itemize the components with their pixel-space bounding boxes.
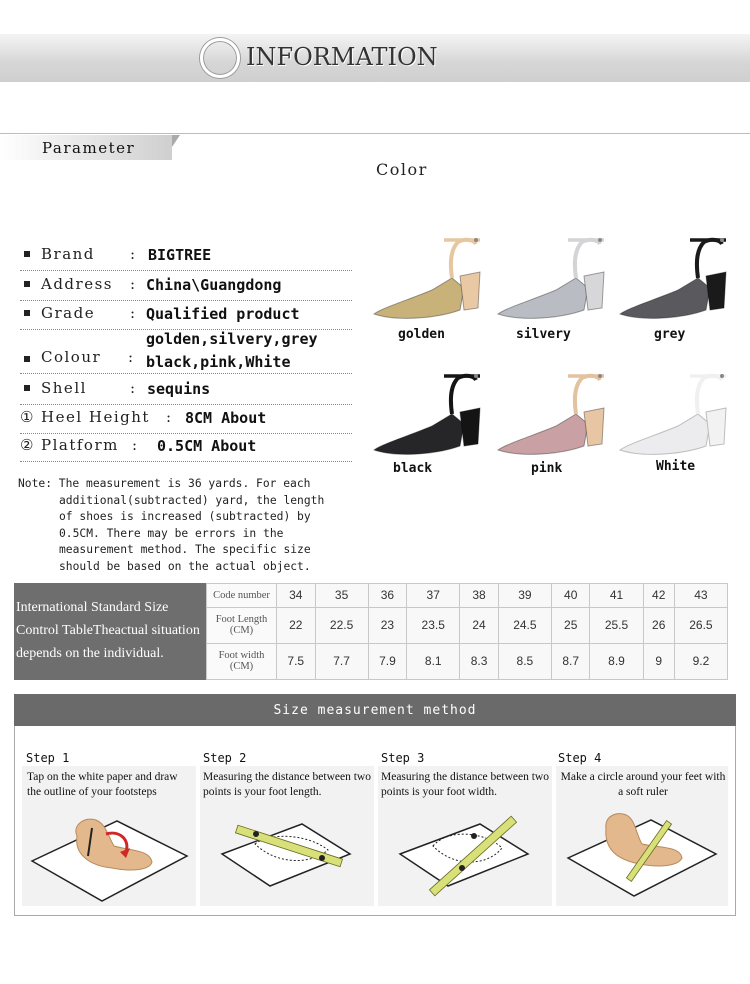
shoe-heel — [460, 408, 480, 446]
shoe-image-golden — [368, 228, 486, 328]
bullet-icon — [24, 281, 30, 287]
table-cell: 37 — [407, 584, 460, 608]
measurement-title: Size measurement method — [273, 703, 477, 718]
bullet-icon — [24, 385, 30, 391]
shoe-icon — [368, 228, 486, 328]
param-value: Qualified product — [146, 305, 300, 323]
param-key: Colour — [41, 348, 102, 366]
paper-sheet — [400, 824, 528, 886]
step-2-label: Step 2 — [203, 751, 247, 765]
param-colon: : — [128, 348, 134, 366]
shoe-heel — [706, 272, 726, 310]
param-key: Grade — [41, 304, 96, 322]
buckle-icon — [720, 374, 724, 378]
table-cell: 7.5 — [277, 643, 316, 679]
table-cell: 25 — [551, 607, 590, 643]
shoe-icon — [614, 364, 732, 464]
size-table-description: International Standard Size Control TableTheactual situation depends on the individual. — [16, 600, 200, 661]
step-1-description: Tap on the white paper and draw the outline of your footsteps — [27, 771, 178, 798]
table-cell: 8.1 — [407, 643, 460, 679]
note-line: 0.5CM. There may be errors in the — [59, 526, 284, 540]
step-4-label: Step 4 — [558, 751, 602, 765]
param-key: Shell — [41, 379, 87, 397]
shoe-strap — [697, 240, 722, 278]
table-cell: 24 — [460, 607, 499, 643]
shoe-heel — [584, 272, 604, 310]
param-key: Heel Height — [41, 408, 150, 426]
table-cell: 42 — [643, 584, 674, 608]
shoe-heel — [460, 272, 480, 310]
param-value: sequins — [147, 380, 211, 398]
table-cell: 34 — [277, 584, 316, 608]
param-colon: : — [166, 408, 172, 426]
buckle-icon — [474, 238, 478, 242]
table-cell: 8.9 — [590, 643, 643, 679]
param-colon: : — [132, 436, 138, 454]
measurement-note — [18, 476, 348, 576]
color-label-pink: pink — [531, 461, 563, 476]
bullet-icon — [24, 356, 30, 362]
shoe-image-pink — [492, 364, 610, 464]
note-line: Note: The measurement is 36 yards. For each — [18, 477, 311, 490]
step-3-description: Measuring the distance between two points is your foot width. — [381, 771, 549, 798]
bullet-icon — [24, 251, 30, 257]
color-label-golden: golden — [398, 327, 445, 342]
shoe-image-white — [614, 364, 732, 464]
table-cell: 23.5 — [407, 607, 460, 643]
shoe-strap — [697, 376, 722, 414]
param-value-colour-line1: golden,silvery,grey — [146, 330, 318, 348]
param-row-shell — [20, 377, 352, 405]
param-value: black,pink,White — [146, 353, 291, 371]
color-label-black: black — [393, 461, 433, 476]
param-colon: : — [130, 275, 136, 293]
shoe-icon — [492, 364, 610, 464]
note-line: should be based on the actual object. — [59, 559, 311, 573]
divider — [0, 133, 750, 134]
shoe-icon — [492, 228, 610, 328]
shoe-upper — [498, 278, 588, 318]
table-cell: 22 — [277, 607, 316, 643]
parameter-tab-label: Parameter — [42, 139, 136, 157]
param-key: Platform — [41, 436, 119, 454]
page-title: INFORMATION — [246, 43, 438, 71]
param-value: BIGTREE — [148, 246, 212, 264]
step-2-description: Measuring the distance between two points is your foot length. — [203, 771, 371, 798]
color-section-title: Color — [376, 160, 428, 179]
shoe-upper — [374, 278, 464, 318]
shoe-image-silvery — [492, 228, 610, 328]
shoe-strap — [451, 376, 476, 414]
step-3-label: Step 3 — [381, 751, 425, 765]
circled-number-1: ① — [20, 408, 34, 426]
table-cell: 40 — [551, 584, 590, 608]
table-row — [207, 584, 728, 608]
point-marker — [471, 833, 477, 839]
step-3-illustration — [378, 806, 552, 906]
row-header: Code number — [207, 584, 277, 608]
shoe-icon — [614, 228, 732, 328]
table-cell: 38 — [460, 584, 499, 608]
size-table — [206, 583, 728, 680]
point-marker — [319, 855, 325, 861]
param-key: Brand — [41, 245, 95, 263]
table-cell: 8.5 — [498, 643, 551, 679]
param-colon: : — [130, 379, 136, 397]
shoe-upper — [498, 414, 588, 454]
shoe-icon — [368, 364, 486, 464]
step-1-label: Step 1 — [26, 751, 70, 765]
step-4-description: Make a circle around your feet with a soft ruler — [560, 771, 726, 798]
point-marker — [459, 865, 465, 871]
shoe-upper — [374, 414, 464, 454]
table-cell: 9 — [643, 643, 674, 679]
table-cell: 22.5 — [315, 607, 368, 643]
param-value: 8CM About — [185, 409, 267, 427]
step-2-illustration — [200, 806, 374, 906]
table-cell: 41 — [590, 584, 643, 608]
param-row-platform — [20, 434, 352, 462]
table-cell: 9.2 — [674, 643, 727, 679]
table-cell: 23 — [368, 607, 407, 643]
shoe-heel — [706, 408, 726, 446]
param-colon: : — [130, 245, 136, 263]
note-line: of shoes is increased (subtracted) by — [59, 510, 311, 524]
shoe-image-black — [368, 364, 486, 464]
param-value: China\Guangdong — [146, 276, 282, 294]
tab-notch-icon — [172, 135, 180, 147]
param-value: 0.5CM About — [157, 437, 257, 455]
param-colon: : — [130, 304, 136, 322]
color-label-silvery: silvery — [516, 327, 571, 342]
note-line: additional(subtracted) yard, the length — [59, 493, 325, 507]
table-row — [207, 643, 728, 679]
buckle-icon — [720, 238, 724, 242]
buckle-icon — [474, 374, 478, 378]
shoe-upper — [620, 278, 710, 318]
param-row-brand — [20, 243, 352, 271]
circle-ornament-icon — [200, 38, 240, 78]
table-cell: 43 — [674, 584, 727, 608]
circled-number-2: ② — [20, 436, 34, 454]
table-cell: 26 — [643, 607, 674, 643]
table-cell: 8.3 — [460, 643, 499, 679]
param-row-address — [20, 273, 352, 301]
param-key: Address — [41, 275, 113, 293]
row-header: Foot width (CM) — [207, 643, 277, 679]
bullet-icon — [24, 310, 30, 316]
step-1-illustration — [22, 806, 196, 906]
note-line: measurement method. The specific size — [59, 543, 311, 557]
row-header: Foot Length (CM) — [207, 607, 277, 643]
shoe-strap — [575, 376, 600, 414]
shoe-heel — [584, 408, 604, 446]
table-cell: 36 — [368, 584, 407, 608]
table-cell: 24.5 — [498, 607, 551, 643]
table-cell: 25.5 — [590, 607, 643, 643]
table-cell: 26.5 — [674, 607, 727, 643]
shoe-upper — [620, 414, 710, 454]
buckle-icon — [598, 238, 602, 242]
param-row-grade — [20, 302, 352, 330]
color-label-grey: grey — [654, 327, 686, 342]
point-marker — [253, 831, 259, 837]
table-cell: 7.9 — [368, 643, 407, 679]
param-row-heel-height — [20, 406, 352, 434]
table-row — [207, 607, 728, 643]
table-cell: 35 — [315, 584, 368, 608]
table-cell: 39 — [498, 584, 551, 608]
shoe-strap — [575, 240, 600, 278]
table-cell: 8.7 — [551, 643, 590, 679]
buckle-icon — [598, 374, 602, 378]
step-4-illustration — [556, 806, 728, 906]
shoe-strap — [451, 240, 476, 278]
table-cell: 7.7 — [315, 643, 368, 679]
param-row-colour — [20, 346, 352, 374]
color-label-white: White — [656, 459, 696, 474]
shoe-image-grey — [614, 228, 732, 328]
